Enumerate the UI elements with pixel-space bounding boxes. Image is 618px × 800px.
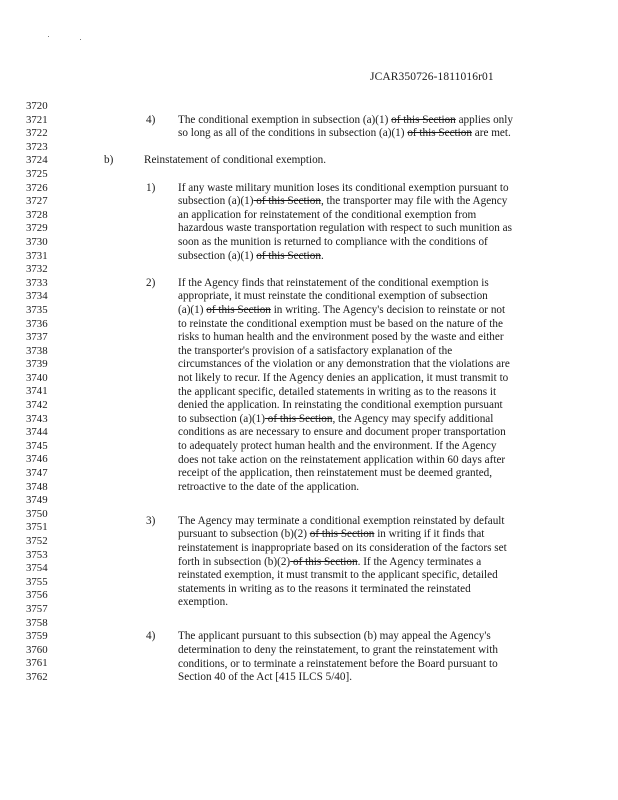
line-number: 3759 <box>26 630 48 643</box>
text-line <box>178 426 510 440</box>
text-line <box>178 542 507 556</box>
text-segment: conditions, or to terminate a reinstatement before the Board pursuant to <box>178 657 498 670</box>
text-segment: subsection (a)(1) <box>178 249 257 262</box>
text-segment: the applicant specific, detailed statements in writing as to the reasons it <box>178 385 497 398</box>
line-number: 3736 <box>26 317 48 330</box>
paragraph-b3 <box>178 515 507 610</box>
text-line <box>178 658 498 672</box>
item-marker-1: 1) <box>146 181 156 194</box>
text-line <box>178 290 510 304</box>
line-number: 3720 <box>26 100 48 112</box>
struck-text: of this Section <box>407 127 472 140</box>
text-segment: The conditional exemption in subsection (a)(1) <box>178 113 392 126</box>
struck-text: of this Section <box>265 412 333 425</box>
line-number: 3744 <box>26 426 48 439</box>
text-line <box>178 569 507 583</box>
text-segment: pursuant to subsection (b)(2) <box>178 528 310 541</box>
text-line <box>178 440 510 454</box>
text-segment: to reinstate the conditional exemption must be based on the nature of the <box>178 317 503 330</box>
struck-text: of this Section <box>206 303 271 316</box>
text-line <box>178 304 510 318</box>
text-line <box>178 644 498 658</box>
text-segment: in writing. The Agency's decision to reinstate or not <box>270 303 506 316</box>
line-number: 3723 <box>26 140 48 153</box>
text-line <box>178 222 512 236</box>
text-line <box>178 318 510 332</box>
text-segment: to subsection (a)(1) <box>178 412 265 425</box>
text-line <box>178 345 510 359</box>
line-number: 3745 <box>26 439 48 452</box>
line-number: 3753 <box>26 548 48 561</box>
line-number: 3752 <box>26 535 48 547</box>
text-segment: receipt of the application, then reinstatement must be deemed granted, <box>178 467 493 480</box>
text-segment: subsection (a)(1) <box>178 195 254 208</box>
line-number: 3725 <box>26 167 48 180</box>
line-number: 3732 <box>26 263 48 276</box>
line-number: 3730 <box>26 235 48 248</box>
struck-text: of this Section <box>256 249 321 262</box>
line-number-column <box>26 100 56 685</box>
line-number: 3724 <box>26 154 48 167</box>
line-number: 3743 <box>26 412 48 425</box>
text-segment: so long as all of the conditions in subsection (a)(1) <box>178 127 408 140</box>
item-marker-3: 3) <box>146 514 156 527</box>
text-segment: risks to human health and the environment posed by the waste and either <box>178 331 504 344</box>
text-segment: Section 40 of the Act [415 ILCS 5/40]. <box>178 671 353 684</box>
text-segment: circumstances of the violation or any demonstration that the violations are <box>178 358 510 371</box>
text-segment: The applicant pursuant to this subsection (b) may appeal the Agency's <box>178 630 491 643</box>
text-segment: soon as the munition is returned to compliance with the conditions of <box>178 235 488 248</box>
text-segment: appropriate, it must reinstate the conditional exemption of subsection <box>178 290 488 303</box>
text-line <box>178 467 510 481</box>
struck-text: of this Section <box>253 195 321 208</box>
text-segment: in writing if it finds that <box>374 528 485 541</box>
line-number: 3737 <box>26 331 48 344</box>
struck-text: of this Section <box>309 528 375 541</box>
text-line <box>178 114 513 128</box>
item-marker-4b: 4) <box>146 630 156 643</box>
section-marker-b: b) <box>104 154 114 167</box>
text-line <box>178 454 510 468</box>
text-segment: denied the application. In reinstating the conditional exemption pursuant <box>178 399 503 412</box>
text-segment: The Agency may terminate a conditional exemption reinstated by default <box>178 514 505 527</box>
paragraph-b4 <box>178 630 498 684</box>
text-segment: reinstatement is inappropriate based on its consideration of the factors set <box>178 541 507 554</box>
text-line <box>178 250 512 264</box>
text-line <box>178 331 510 345</box>
text-segment: forth in subsection (b)(2) <box>178 555 291 568</box>
text-line <box>178 481 510 495</box>
paragraph-b2 <box>178 277 510 495</box>
line-number: 3740 <box>26 371 48 384</box>
line-number: 3722 <box>26 127 48 140</box>
section-heading-reinstatement <box>144 154 326 168</box>
text-line <box>178 583 507 597</box>
line-number: 3749 <box>26 494 48 507</box>
paragraph-b1 <box>178 182 512 264</box>
line-number: 3735 <box>26 303 48 316</box>
text-line <box>178 277 510 291</box>
text-segment: If any waste military munition loses its conditional exemption pursuant to <box>178 181 509 194</box>
line-number: 3726 <box>26 181 48 194</box>
text-line <box>178 386 510 400</box>
text-segment: not likely to recur. If the Agency denies an application, it must transmit to <box>178 371 509 384</box>
text-segment: determination to deny the reinstatement, to grant the reinstatement with <box>178 643 498 656</box>
text-segment: , the transporter may file with the Agency <box>320 195 508 208</box>
text-line <box>178 182 512 196</box>
text-line <box>178 671 498 685</box>
text-line <box>178 413 510 427</box>
text-line <box>178 515 507 529</box>
line-number: 3731 <box>26 249 48 262</box>
text-line <box>178 209 512 223</box>
text-line <box>178 596 507 610</box>
line-number: 3761 <box>26 657 48 670</box>
line-number: 3728 <box>26 208 48 221</box>
text-line <box>178 127 513 141</box>
text-segment: . If the Agency terminates a <box>357 555 482 568</box>
line-number: 3760 <box>26 643 48 656</box>
scan-specks <box>46 33 86 43</box>
text-segment: does not take action on the reinstatement application within 60 days after <box>178 453 506 466</box>
item-marker-2: 2) <box>146 276 156 289</box>
text-segment: statements in writing as to the reasons it terminated the reinstated <box>178 582 471 595</box>
struck-text: of this Section <box>290 555 358 568</box>
line-number: 3742 <box>26 399 48 412</box>
text-line <box>178 528 507 542</box>
line-number: 3729 <box>26 222 48 235</box>
line-number: 3757 <box>26 602 48 615</box>
text-line <box>178 195 512 209</box>
line-number: 3750 <box>26 507 48 520</box>
line-number: 3748 <box>26 480 48 493</box>
struck-text: of this Section <box>391 113 456 126</box>
line-number: 3721 <box>26 113 48 126</box>
line-number: 3727 <box>26 195 48 208</box>
line-number: 3739 <box>26 358 48 371</box>
text-segment: . <box>320 249 324 262</box>
text-segment: applies only <box>455 113 513 126</box>
line-number: 3762 <box>26 670 48 683</box>
text-line <box>144 154 326 168</box>
text-segment: reinstated exemption, it must transmit to the applicant specific, detailed <box>178 569 498 582</box>
line-number: 3733 <box>26 276 48 289</box>
line-number: 3747 <box>26 467 48 480</box>
line-number: 3751 <box>26 521 48 534</box>
line-number: 3738 <box>26 344 48 357</box>
text-segment: the transporter's provision of a satisfactory explanation of the <box>178 344 453 357</box>
text-segment: to adequately protect human health and the environment. If the Agency <box>178 439 497 452</box>
text-line <box>178 630 498 644</box>
text-segment: conditions as are necessary to ensure and document proper transportation <box>178 426 506 439</box>
text-segment: (a)(1) <box>178 303 207 316</box>
text-line <box>178 372 510 386</box>
text-segment: hazardous waste transportation regulation with respect to such munition as <box>178 222 512 235</box>
text-line <box>178 556 507 570</box>
text-segment: an application for reinstatement of the conditional exemption from <box>178 208 477 221</box>
text-line <box>178 399 510 413</box>
paragraph-a4 <box>178 114 513 141</box>
item-marker-4a: 4) <box>146 113 156 126</box>
text-segment: If the Agency finds that reinstatement of the conditional exemption is <box>178 276 489 289</box>
text-segment: exemption. <box>178 596 229 609</box>
line-number: 3754 <box>26 562 48 575</box>
line-number: 3756 <box>26 589 48 602</box>
line-number: 3755 <box>26 575 48 588</box>
text-segment: Reinstatement of conditional exemption. <box>144 154 327 167</box>
line-number: 3734 <box>26 290 48 303</box>
document-code: JCAR350726-1811016r01 <box>370 71 494 83</box>
text-segment: are met. <box>471 127 511 140</box>
text-line <box>178 236 512 250</box>
line-number: 3741 <box>26 385 48 398</box>
text-segment: retroactive to the date of the application. <box>178 480 360 493</box>
text-line <box>178 358 510 372</box>
line-number: 3758 <box>26 616 48 629</box>
line-number: 3746 <box>26 453 48 466</box>
text-segment: , the Agency may specify additional <box>332 412 494 425</box>
